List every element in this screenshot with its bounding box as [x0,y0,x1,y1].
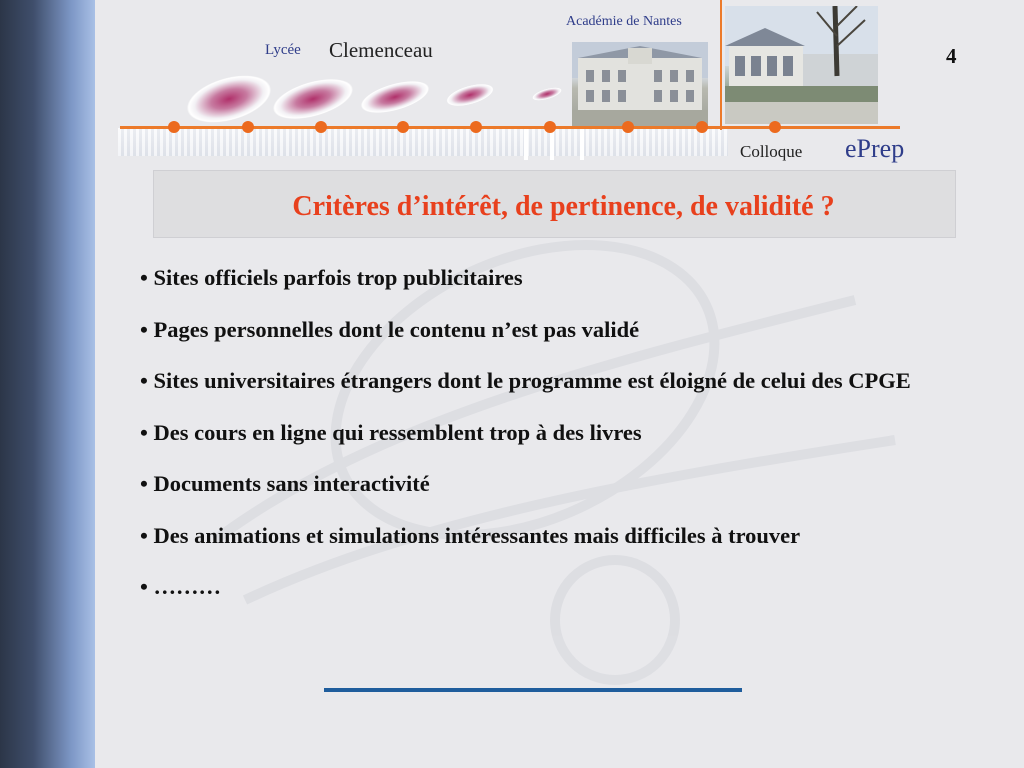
event-name: ePrep [845,134,905,163]
school-courtyard-photo [725,6,878,124]
left-gradient-band [0,0,95,768]
divider-bar [524,128,528,160]
list-item: • Des cours en ligne qui ressemblent trop à des livres [140,419,642,445]
orange-dot [315,121,327,133]
orange-vertical-rule [720,0,722,130]
orange-dot [622,121,634,133]
colloque-label: Colloque [740,142,803,161]
orange-dot [696,121,708,133]
list-item: • ……… [140,574,222,599]
bullet-text: Sites officiels parfois trop publicitaires [153,265,523,290]
list-item: • Sites universitaires étrangers dont le programme est éloigné de celui des CPGE [140,368,911,393]
bullet-list [140,262,1000,623]
orange-dot [242,121,254,133]
lycee-label: Lycée [265,42,301,58]
bullet-text: Sites universitaires étrangers dont le programme est éloigné de celui des CPGE [153,368,911,393]
bottom-rule [324,688,742,692]
bullet-text: Pages personnelles dont le contenu n’est pas validé [153,316,640,342]
slide-title: Critères d’intérêt, de pertinence, de validité ? [292,191,835,222]
school-building-photo [572,42,708,126]
bullet-text: Des cours en ligne qui ressemblent trop à des livres [153,419,642,445]
orange-dot [397,121,409,133]
orange-dot [544,121,556,133]
orange-dot [769,121,781,133]
bullet-text: ……… [153,574,222,599]
page-number: 4 [946,44,957,68]
header-strip [118,128,728,156]
list-item: • Documents sans interactivité [140,471,430,496]
bullet-text: Des animations et simulations intéressantes mais difficiles à trouver [153,522,801,548]
title-box [153,170,956,238]
orange-horizontal-rule [120,126,900,129]
orange-dot [168,121,180,133]
divider-bar [580,128,584,160]
academie-label: Académie de Nantes [566,14,682,29]
list-item: • Sites officiels parfois trop publicitaires [140,265,523,290]
bullet-text: Documents sans interactivité [153,471,430,496]
orange-dot [470,121,482,133]
lycee-name: Clemenceau [329,38,433,62]
list-item: • Des animations et simulations intéressantes mais difficiles à trouver [140,522,801,548]
list-item: • Pages personnelles dont le contenu n’est pas validé [140,316,640,342]
